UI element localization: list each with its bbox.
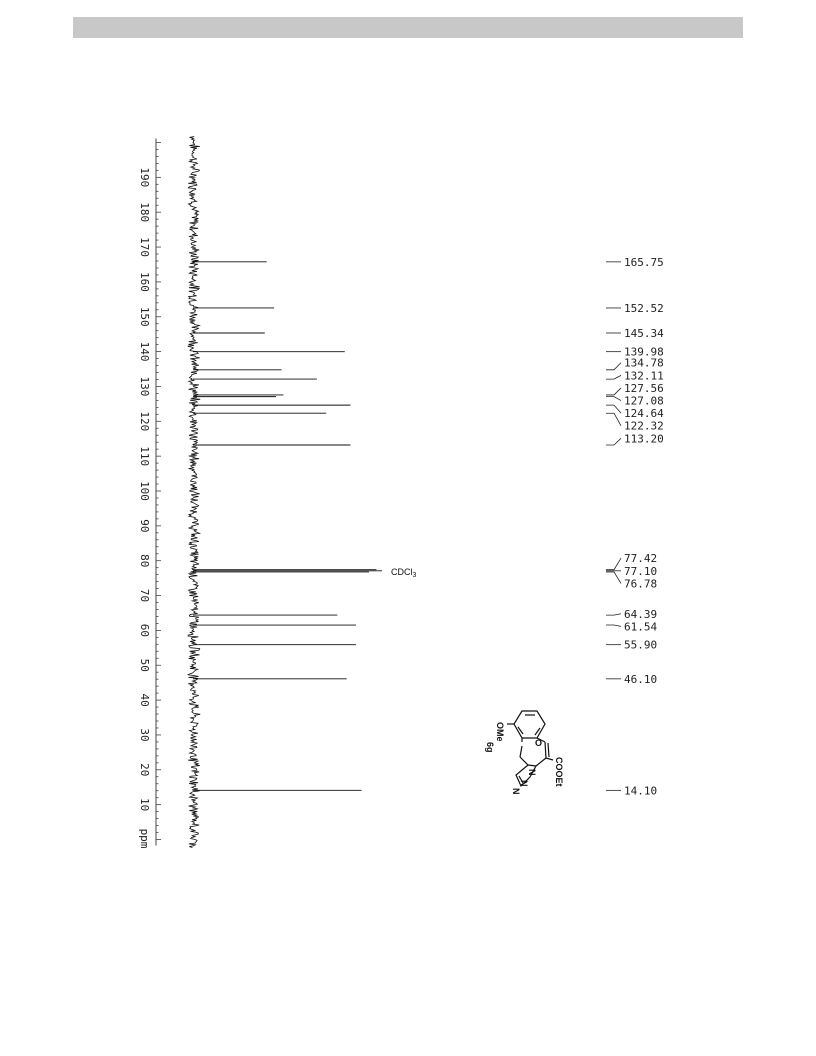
peak-leader-line [606,558,621,569]
peak-label: 127.56 [624,381,664,395]
axis-tick-label: 160 [138,271,151,292]
peak-label: 14.10 [624,784,658,798]
noise-trace [188,137,201,848]
peak-label: 127.08 [624,394,664,408]
peak-leader-line [606,614,621,615]
axis-tick-label: 150 [138,306,151,327]
ring-bond [520,757,528,765]
peak-label: 165.75 [624,255,664,269]
peak-label: 139.98 [624,345,664,359]
peak-label: 55.90 [624,638,658,652]
ppm-axis [138,139,161,849]
solvent-label: CDCl$_3$ [391,566,417,579]
peak-label: 64.39 [624,607,658,621]
peak-leader-line [606,572,621,583]
atom-oxygen: O [535,738,543,748]
peak-label: 145.34 [624,326,664,340]
peak-label: 134.78 [624,356,664,370]
alkene-bond [548,743,549,757]
alkene-bond [545,742,546,758]
ring-bond [520,746,522,757]
peak-label: 113.20 [624,432,664,446]
peak-leader-line [606,405,621,413]
axis-tick-label: 180 [138,202,151,223]
peak-leader-line [606,625,621,626]
baseline-noise [188,137,201,848]
axis-tick-label: 100 [138,481,151,501]
solvent-annotation [391,567,417,579]
peak-lines [193,262,382,791]
peak-label: 122.32 [624,419,664,433]
peak-label: 76.78 [624,577,658,591]
peak-label: 77.42 [624,552,658,566]
peak-leader-line [606,397,621,401]
atom-nitrogen-1: N [527,769,537,776]
peak-leader-line [606,413,621,426]
chemical-structure-6g [485,711,564,795]
axis-tick-label: 120 [138,411,151,432]
peak-label: 132.11 [624,369,664,383]
axis-tick-label: 50 [138,658,151,672]
peak-leader-line [606,363,621,370]
axis-tick-label: 20 [138,763,151,777]
atom-nitrogen-2: N [519,780,529,787]
axis-tick-label: 130 [138,376,151,397]
peak-label: 77.10 [624,564,658,578]
peak-label: 61.54 [624,620,658,634]
axis-tick-label: 110 [138,446,151,467]
ester-bond [546,758,553,760]
peak-label: 124.64 [624,407,664,421]
axis-tick-label: 10 [138,798,151,812]
axis-tick-label: 190 [138,167,151,188]
axis-tick-label: 90 [138,519,151,533]
axis-tick-label: 70 [138,588,151,603]
axis-tick-label: 170 [138,237,151,257]
axis-tick-label: 30 [138,728,151,742]
ome-label: OMe [495,722,505,742]
ester-label: COOEt [554,757,564,787]
axis-tick-label: 60 [138,623,151,638]
peak-leader-line [606,375,621,379]
axis-tick-label: 140 [138,341,151,362]
ring-bond [536,758,546,766]
peak-labels [606,256,664,798]
atom-nitrogen-3: N [511,788,521,795]
peak-label: 152.52 [624,301,664,315]
peak-label: 46.10 [624,672,658,686]
axis-tick-label: 80 [138,554,151,568]
axis-unit-label: ppm [138,828,151,849]
peak-leader-line [606,438,621,445]
axis-tick-label: 40 [138,693,151,707]
compound-label: 6g [485,742,495,753]
peak-leader-line [606,388,621,395]
